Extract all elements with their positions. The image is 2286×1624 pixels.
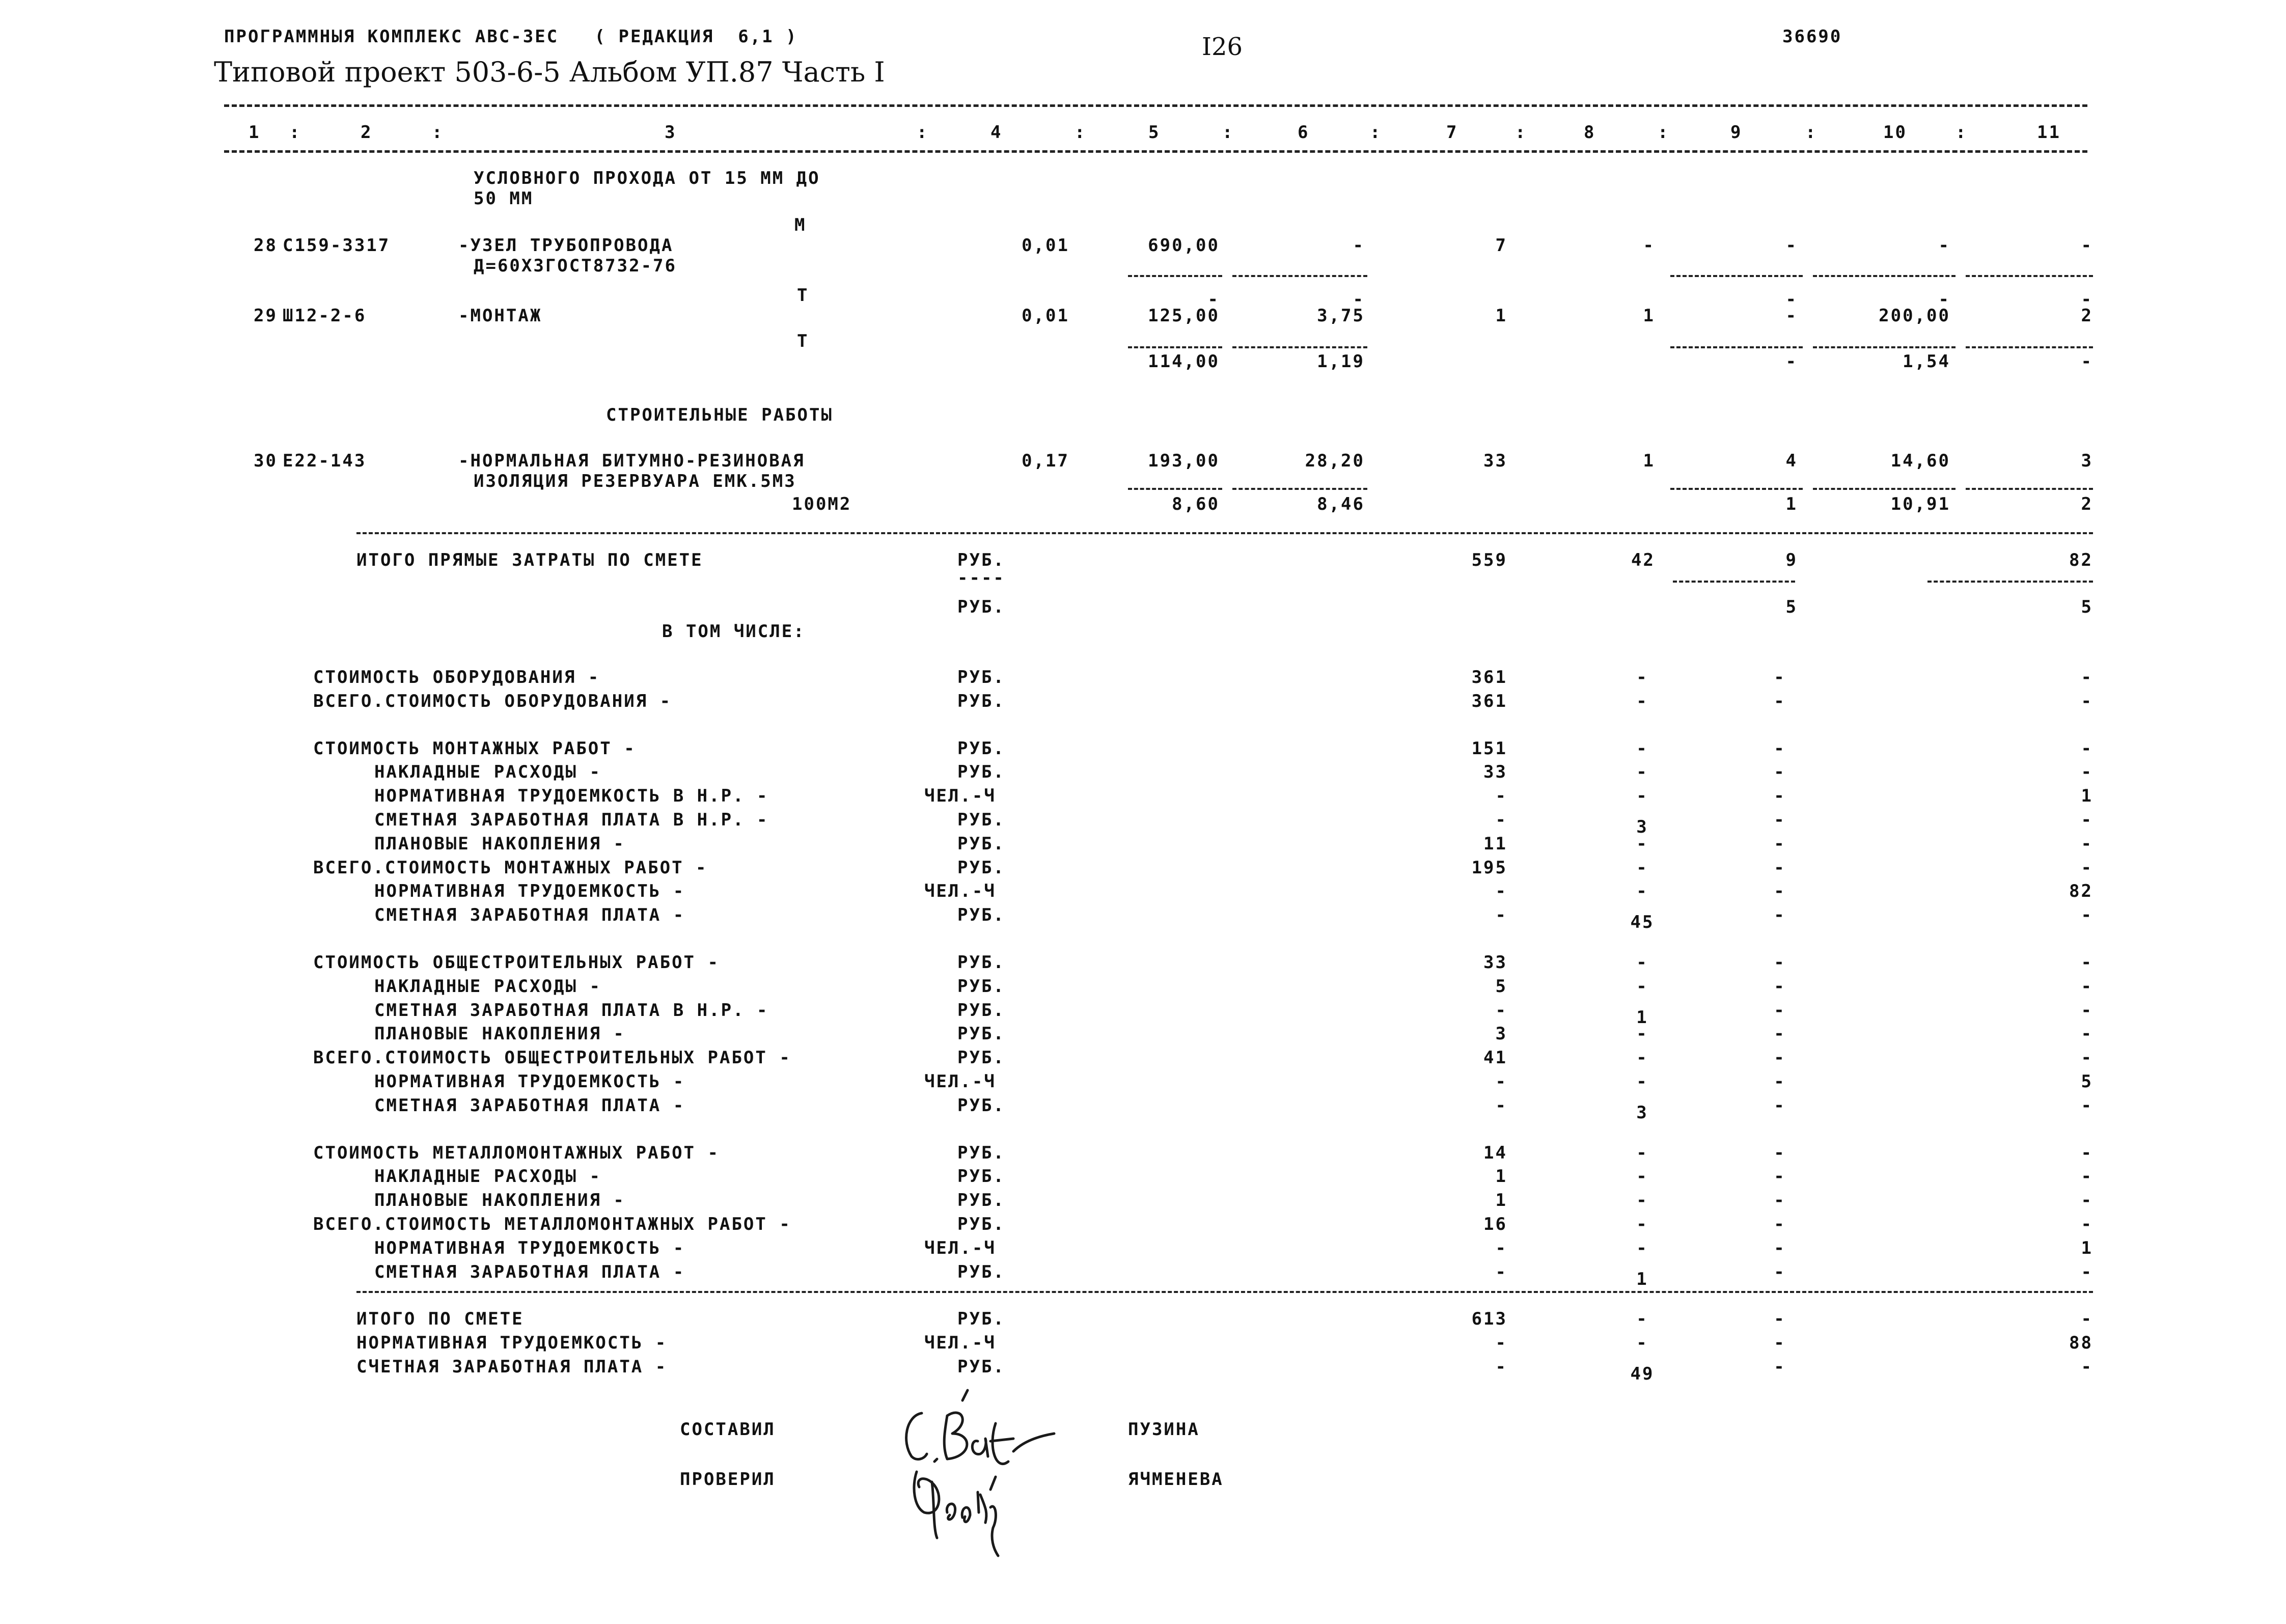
summary-col11: -	[2081, 810, 2093, 830]
summary-col11: -	[2081, 1000, 2093, 1021]
direct-costs-col8: 42	[1631, 550, 1655, 570]
summary-label: ВСЕГО.СТОИМОСТЬ МЕТАЛЛОМОНТАЖНЫХ РАБОТ -	[313, 1214, 791, 1234]
cell-separator	[1813, 275, 1956, 277]
direct-costs-col11-sub: 5	[2081, 597, 2093, 617]
summary-col11: -	[2081, 1214, 2093, 1234]
cell-col6-sub: 1,19	[1317, 351, 1365, 372]
totals-rule	[356, 532, 2093, 534]
cell-separator	[1670, 488, 1803, 490]
item-description-continued: УСЛОВНОГО ПРОХОДА ОТ 15 ММ ДО	[474, 168, 820, 188]
grand-total-col11: -	[2081, 1357, 2093, 1377]
summary-label: СМЕТНАЯ ЗАРАБОТНАЯ ПЛАТА -	[374, 1095, 685, 1116]
column-separator: :	[1370, 122, 1382, 143]
grand-total-col11: 88	[2069, 1333, 2093, 1353]
summary-col7: -	[1495, 810, 1507, 830]
summary-col9: -	[1774, 881, 1786, 902]
summary-col9: -	[1774, 1048, 1786, 1068]
summary-label: ПЛАНОВЫЕ НАКОПЛЕНИЯ -	[374, 1190, 625, 1211]
column-separator: :	[1805, 122, 1817, 143]
document-number: 36690	[1782, 26, 1842, 47]
summary-col11: -	[2081, 833, 2093, 854]
summary-col11: -	[2081, 1166, 2093, 1187]
summary-col11: -	[2081, 1190, 2093, 1211]
summary-label: НОРМАТИВНАЯ ТРУДОЕМКОСТЬ -	[374, 1237, 685, 1258]
summary-col8: -	[1636, 1048, 1648, 1068]
summary-col7: 1	[1495, 1166, 1507, 1187]
summary-col9: -	[1774, 1000, 1786, 1021]
summary-unit: РУБ.	[957, 952, 1005, 973]
direct-costs-separator	[1673, 581, 1795, 583]
summary-col9: -	[1774, 1071, 1786, 1092]
summary-label: СТОИМОСТЬ ОБЩЕСТРОИТЕЛЬНЫХ РАБОТ -	[313, 952, 720, 973]
column-separator: :	[432, 122, 444, 143]
summary-col7: 1	[1495, 1190, 1507, 1211]
item-description: -УЗЕЛ ТРУБОПРОВОДА	[458, 235, 674, 256]
cell-col6-sub: 8,46	[1317, 494, 1365, 514]
summary-label: СМЕТНАЯ ЗАРАБОТНАЯ ПЛАТА В Н.Р. -	[374, 1000, 769, 1021]
cell-col10-sub: -	[1938, 289, 1950, 310]
summary-col7: 33	[1483, 952, 1507, 973]
cell-col5: 193,00	[1148, 451, 1220, 471]
cell-separator	[1232, 275, 1367, 277]
item-code: С159-3317	[283, 235, 391, 256]
summary-col8: -	[1636, 952, 1648, 973]
checked-by-name: ЯЧМЕНЕВА	[1128, 1469, 1224, 1490]
summary-col8: -	[1636, 1024, 1648, 1044]
cell-col11: 2	[2081, 306, 2093, 326]
cell-col9-sub: 1	[1785, 494, 1798, 514]
column-header-rule	[224, 150, 2087, 153]
cell-separator	[1966, 346, 2093, 348]
cell-separator	[1128, 346, 1222, 348]
summary-label: СТОИМОСТЬ МЕТАЛЛОМОНТАЖНЫХ РАБОТ -	[313, 1142, 720, 1163]
summary-unit: РУБ.	[957, 762, 1005, 783]
cell-col11: 3	[2081, 451, 2093, 471]
summary-label: НАКЛАДНЫЕ РАСХОДЫ -	[374, 1166, 601, 1187]
top-dashed-rule	[224, 104, 2087, 107]
summary-unit: РУБ.	[957, 1048, 1005, 1068]
cell-col5: 125,00	[1148, 306, 1220, 326]
grand-total-col11: -	[2081, 1309, 2093, 1329]
column-header-10: 10	[1883, 122, 1907, 143]
summary-label: НОРМАТИВНАЯ ТРУДОЕМКОСТЬ -	[374, 881, 685, 902]
summary-col7: -	[1495, 1000, 1507, 1021]
cell-col7: 33	[1483, 451, 1507, 471]
summary-unit: РУБ.	[957, 1190, 1005, 1211]
summary-col8: -	[1636, 881, 1648, 902]
summary-col8: -	[1636, 976, 1648, 997]
summary-col11: 1	[2081, 786, 2093, 807]
section-heading: СТРОИТЕЛЬНЫЕ РАБОТЫ	[606, 405, 833, 425]
summary-col9: -	[1774, 1166, 1786, 1187]
summary-col7: 3	[1495, 1024, 1507, 1044]
cell-col10: 14,60	[1890, 451, 1950, 471]
cell-col10-sub: 1,54	[1903, 351, 1950, 372]
grand-total-unit: ЧЕЛ.-Ч	[924, 1333, 996, 1353]
cell-col9: -	[1785, 306, 1798, 326]
column-header-8: 8	[1584, 122, 1596, 143]
grand-total-unit: РУБ.	[957, 1309, 1005, 1329]
column-separator: :	[1956, 122, 1968, 143]
summary-unit: РУБ.	[957, 667, 1005, 687]
summary-label: СМЕТНАЯ ЗАРАБОТНАЯ ПЛАТА -	[374, 1261, 685, 1282]
summary-col9: -	[1774, 1261, 1786, 1282]
summary-unit: ЧЕЛ.-Ч	[924, 1071, 996, 1092]
summary-unit: РУБ.	[957, 1142, 1005, 1163]
summary-unit: РУБ.	[957, 691, 1005, 711]
cell-col7: 1	[1495, 306, 1507, 326]
cell-separator	[1966, 488, 2093, 490]
grand-total-label: НОРМАТИВНАЯ ТРУДОЕМКОСТЬ -	[356, 1333, 668, 1353]
grand-total-rule	[356, 1291, 2093, 1293]
summary-unit: РУБ.	[957, 1214, 1005, 1234]
summary-col8: 45	[1630, 912, 1655, 933]
summary-col9: -	[1774, 1142, 1786, 1163]
summary-label: ВСЕГО.СТОИМОСТЬ ОБОРУДОВАНИЯ -	[313, 691, 672, 711]
summary-col7: 195	[1471, 857, 1507, 878]
column-header-2: 2	[361, 122, 373, 143]
column-separator: :	[289, 122, 301, 143]
summary-label: СТОИМОСТЬ ОБОРУДОВАНИЯ -	[313, 667, 600, 687]
summary-label: ПЛАНОВЫЕ НАКОПЛЕНИЯ -	[374, 833, 625, 854]
cell-separator	[1813, 488, 1956, 490]
summary-col9: -	[1774, 786, 1786, 807]
summary-col7: 361	[1471, 691, 1507, 711]
item-quantity: 0,01	[1022, 306, 1069, 326]
summary-col11: -	[2081, 857, 2093, 878]
summary-col7: 16	[1483, 1214, 1507, 1234]
cell-separator	[1670, 346, 1803, 348]
column-header-6: 6	[1298, 122, 1310, 143]
cell-col9-sub: -	[1785, 351, 1798, 372]
program-header: ПРОГРАММНЫЯ КОМПЛЕКС АВС-3ЕС ( РЕДАКЦИЯ 6,1 )	[224, 26, 798, 47]
summary-col8: -	[1636, 786, 1648, 807]
column-separator: :	[917, 122, 929, 143]
project-title: Типовой проект 503-6-5 Альбом УП.87 Часть I	[214, 56, 885, 88]
summary-unit: ЧЕЛ.-Ч	[924, 786, 996, 807]
summary-col11: -	[2081, 1142, 2093, 1163]
summary-unit: РУБ.	[957, 810, 1005, 830]
column-header-7: 7	[1446, 122, 1458, 143]
direct-costs-col9: 9	[1785, 550, 1798, 570]
summary-col9: -	[1774, 952, 1786, 973]
column-separator: :	[1075, 122, 1087, 143]
summary-col8: 1	[1636, 1269, 1648, 1289]
summary-col7: -	[1495, 1095, 1507, 1116]
summary-label: ВСЕГО.СТОИМОСТЬ МОНТАЖНЫХ РАБОТ -	[313, 857, 708, 878]
grand-total-col9: -	[1774, 1309, 1786, 1329]
item-quantity: 0,17	[1022, 451, 1069, 471]
summary-label: СТОИМОСТЬ МОНТАЖНЫХ РАБОТ -	[313, 738, 636, 759]
item-unit: 100М2	[792, 494, 852, 514]
grand-total-label: СЧЕТНАЯ ЗАРАБОТНАЯ ПЛАТА -	[356, 1357, 668, 1377]
summary-col11: 5	[2081, 1071, 2093, 1092]
including-label: В ТОМ ЧИСЛЕ:	[662, 621, 806, 642]
summary-col11: 82	[2069, 881, 2093, 902]
grand-total-unit: РУБ.	[957, 1357, 1005, 1377]
summary-unit: РУБ.	[957, 1000, 1005, 1021]
cell-separator	[1966, 275, 2093, 277]
summary-col8: -	[1636, 738, 1648, 759]
column-separator: :	[1658, 122, 1670, 143]
column-separator: :	[1515, 122, 1527, 143]
cell-separator	[1128, 488, 1222, 490]
summary-unit: РУБ.	[957, 1166, 1005, 1187]
direct-costs-separator	[1927, 581, 2093, 583]
column-header-11: 11	[2037, 122, 2061, 143]
summary-col7: -	[1495, 905, 1507, 926]
item-unit: Т	[797, 285, 809, 306]
direct-costs-col11: 82	[2069, 550, 2093, 570]
cell-col7: 7	[1495, 235, 1507, 256]
summary-col9: -	[1774, 857, 1786, 878]
cell-col6-sub: -	[1353, 289, 1365, 310]
summary-col11: -	[2081, 905, 2093, 926]
summary-col9: -	[1774, 1214, 1786, 1234]
summary-col8: -	[1636, 667, 1648, 687]
summary-col11: -	[2081, 1261, 2093, 1282]
checker-signature	[896, 1451, 1029, 1563]
summary-unit: РУБ.	[957, 1024, 1005, 1044]
item-number: 28	[254, 235, 278, 256]
summary-col11: -	[2081, 691, 2093, 711]
summary-col9: -	[1774, 738, 1786, 759]
cell-col6: -	[1353, 235, 1365, 256]
column-header-9: 9	[1730, 122, 1743, 143]
summary-col11: -	[2081, 762, 2093, 783]
summary-col11: -	[2081, 667, 2093, 687]
grand-total-col9: -	[1774, 1333, 1786, 1353]
summary-col7: -	[1495, 1071, 1507, 1092]
cell-col8: 1	[1643, 306, 1655, 326]
item-description-continued: 50 ММ	[474, 188, 534, 209]
summary-col8: 3	[1636, 1102, 1648, 1123]
summary-col7: -	[1495, 1237, 1507, 1258]
grand-total-col9: -	[1774, 1357, 1786, 1377]
summary-col11: -	[2081, 976, 2093, 997]
item-description: -МОНТАЖ	[458, 306, 542, 326]
cell-col6: 3,75	[1317, 306, 1365, 326]
grand-total-label: ИТОГО ПО СМЕТЕ	[356, 1309, 524, 1329]
column-header-3: 3	[665, 122, 677, 143]
summary-col8: -	[1636, 1214, 1648, 1234]
summary-unit: РУБ.	[957, 905, 1005, 926]
summary-col8: -	[1636, 691, 1648, 711]
summary-col9: -	[1774, 1024, 1786, 1044]
summary-col9: -	[1774, 905, 1786, 926]
summary-col8: -	[1636, 1166, 1648, 1187]
cell-separator	[1128, 275, 1222, 277]
summary-label: СМЕТНАЯ ЗАРАБОТНАЯ ПЛАТА -	[374, 905, 685, 926]
summary-col7: 14	[1483, 1142, 1507, 1163]
cell-separator	[1232, 488, 1367, 490]
summary-unit: РУБ.	[957, 857, 1005, 878]
summary-col8: -	[1636, 1237, 1648, 1258]
summary-unit: РУБ.	[957, 976, 1005, 997]
grand-total-col8: -	[1636, 1309, 1648, 1329]
item-description: ИЗОЛЯЦИЯ РЕЗЕРВУАРА ЕМК.5М3	[474, 471, 796, 491]
cell-separator	[1232, 346, 1367, 348]
summary-col9: -	[1774, 833, 1786, 854]
cell-col11-sub: -	[2081, 351, 2093, 372]
cell-col10: 200,00	[1879, 306, 1950, 326]
summary-col9: -	[1774, 1237, 1786, 1258]
summary-col7: -	[1495, 1261, 1507, 1282]
summary-unit: РУБ.	[957, 1261, 1005, 1282]
summary-col11: 1	[2081, 1237, 2093, 1258]
grand-total-col8: 49	[1630, 1364, 1655, 1384]
cell-col9: -	[1785, 235, 1798, 256]
cell-col11-sub: -	[2081, 289, 2093, 310]
summary-col11: -	[2081, 952, 2093, 973]
direct-costs-col7: 559	[1471, 550, 1507, 570]
grand-total-col7: 613	[1471, 1309, 1507, 1329]
checked-by-label: ПРОВЕРИЛ	[680, 1469, 776, 1490]
summary-col8: -	[1636, 857, 1648, 878]
summary-col8: -	[1636, 833, 1648, 854]
cell-col10: -	[1938, 235, 1950, 256]
summary-unit: ЧЕЛ.-Ч	[924, 881, 996, 902]
summary-col9: -	[1774, 667, 1786, 687]
column-header-1: 1	[249, 122, 261, 143]
summary-col9: -	[1774, 691, 1786, 711]
summary-unit: РУБ.	[957, 833, 1005, 854]
column-separator: :	[1222, 122, 1234, 143]
summary-unit: РУБ.	[957, 1095, 1005, 1116]
grand-total-col8: -	[1636, 1333, 1648, 1353]
cell-col8: 1	[1643, 451, 1655, 471]
summary-label: ПЛАНОВЫЕ НАКОПЛЕНИЯ -	[374, 1024, 625, 1044]
cell-col9: 4	[1785, 451, 1798, 471]
item-description: -НОРМАЛЬНАЯ БИТУМНО-РЕЗИНОВАЯ	[458, 451, 805, 471]
compiled-by-label: СОСТАВИЛ	[680, 1419, 776, 1440]
summary-col9: -	[1774, 1095, 1786, 1116]
summary-label: СМЕТНАЯ ЗАРАБОТНАЯ ПЛАТА В Н.Р. -	[374, 810, 769, 830]
summary-label: НАКЛАДНЫЕ РАСХОДЫ -	[374, 762, 601, 783]
summary-col7: 11	[1483, 833, 1507, 854]
cell-col5-sub: -	[1207, 289, 1220, 310]
grand-total-col7: -	[1495, 1357, 1507, 1377]
summary-col7: 5	[1495, 976, 1507, 997]
summary-col8: 1	[1636, 1007, 1648, 1028]
item-description: Д=60Х3ГОСТ8732-76	[474, 256, 677, 276]
summary-col11: -	[2081, 738, 2093, 759]
grand-total-col7: -	[1495, 1333, 1507, 1353]
summary-col7: -	[1495, 786, 1507, 807]
summary-col7: 33	[1483, 762, 1507, 783]
cell-col8: -	[1643, 235, 1655, 256]
direct-costs-unit: РУБ.	[957, 550, 1005, 570]
summary-unit: ЧЕЛ.-Ч	[924, 1237, 996, 1258]
cell-col9-sub: -	[1785, 289, 1798, 310]
summary-col8: -	[1636, 1142, 1648, 1163]
summary-label: НОРМАТИВНАЯ ТРУДОЕМКОСТЬ В Н.Р. -	[374, 786, 769, 807]
summary-col11: -	[2081, 1048, 2093, 1068]
cell-col11: -	[2081, 235, 2093, 256]
direct-costs-col9-sub: 5	[1785, 597, 1798, 617]
item-unit: Т	[797, 331, 809, 351]
summary-col8: -	[1636, 1071, 1648, 1092]
summary-label: ВСЕГО.СТОИМОСТЬ ОБЩЕСТРОИТЕЛЬНЫХ РАБОТ -	[313, 1048, 791, 1068]
column-header-5: 5	[1148, 122, 1161, 143]
cell-col5-sub: 114,00	[1148, 351, 1220, 372]
cell-separator	[1670, 275, 1803, 277]
summary-col8: 3	[1636, 817, 1648, 837]
summary-col8: -	[1636, 1190, 1648, 1211]
direct-costs-label: ИТОГО ПРЯМЫЕ ЗАТРАТЫ ПО СМЕТЕ	[356, 550, 703, 570]
cell-separator	[1813, 346, 1956, 348]
summary-col7: 41	[1483, 1048, 1507, 1068]
summary-col7: -	[1495, 881, 1507, 902]
cell-col10-sub: 10,91	[1890, 494, 1950, 514]
cell-col5-sub: 8,60	[1172, 494, 1220, 514]
direct-costs-unit-sub: РУБ.	[957, 597, 1005, 617]
summary-col8: -	[1636, 762, 1648, 783]
summary-col11: -	[2081, 1024, 2093, 1044]
item-code: Ш12-2-6	[283, 306, 367, 326]
summary-label: НАКЛАДНЫЕ РАСХОДЫ -	[374, 976, 601, 997]
summary-col9: -	[1774, 1190, 1786, 1211]
cell-col11-sub: 2	[2081, 494, 2093, 514]
column-header-4: 4	[990, 122, 1003, 143]
item-quantity: 0,01	[1022, 235, 1069, 256]
summary-col9: -	[1774, 762, 1786, 783]
item-code: Е22-143	[283, 451, 367, 471]
item-number: 29	[254, 306, 278, 326]
page-number: I26	[1202, 33, 1243, 61]
summary-label: НОРМАТИВНАЯ ТРУДОЕМКОСТЬ -	[374, 1071, 685, 1092]
item-number: 30	[254, 451, 278, 471]
summary-col11: -	[2081, 1095, 2093, 1116]
compiled-by-name: ПУЗИНА	[1128, 1419, 1200, 1440]
summary-unit: РУБ.	[957, 738, 1005, 759]
item-unit: М	[794, 215, 807, 235]
summary-col9: -	[1774, 810, 1786, 830]
cell-col6: 28,20	[1305, 451, 1365, 471]
cell-col5: 690,00	[1148, 235, 1220, 256]
summary-col7: 361	[1471, 667, 1507, 687]
summary-col7: 151	[1471, 738, 1507, 759]
summary-col9: -	[1774, 976, 1786, 997]
direct-costs-dash: ----	[957, 568, 1005, 588]
